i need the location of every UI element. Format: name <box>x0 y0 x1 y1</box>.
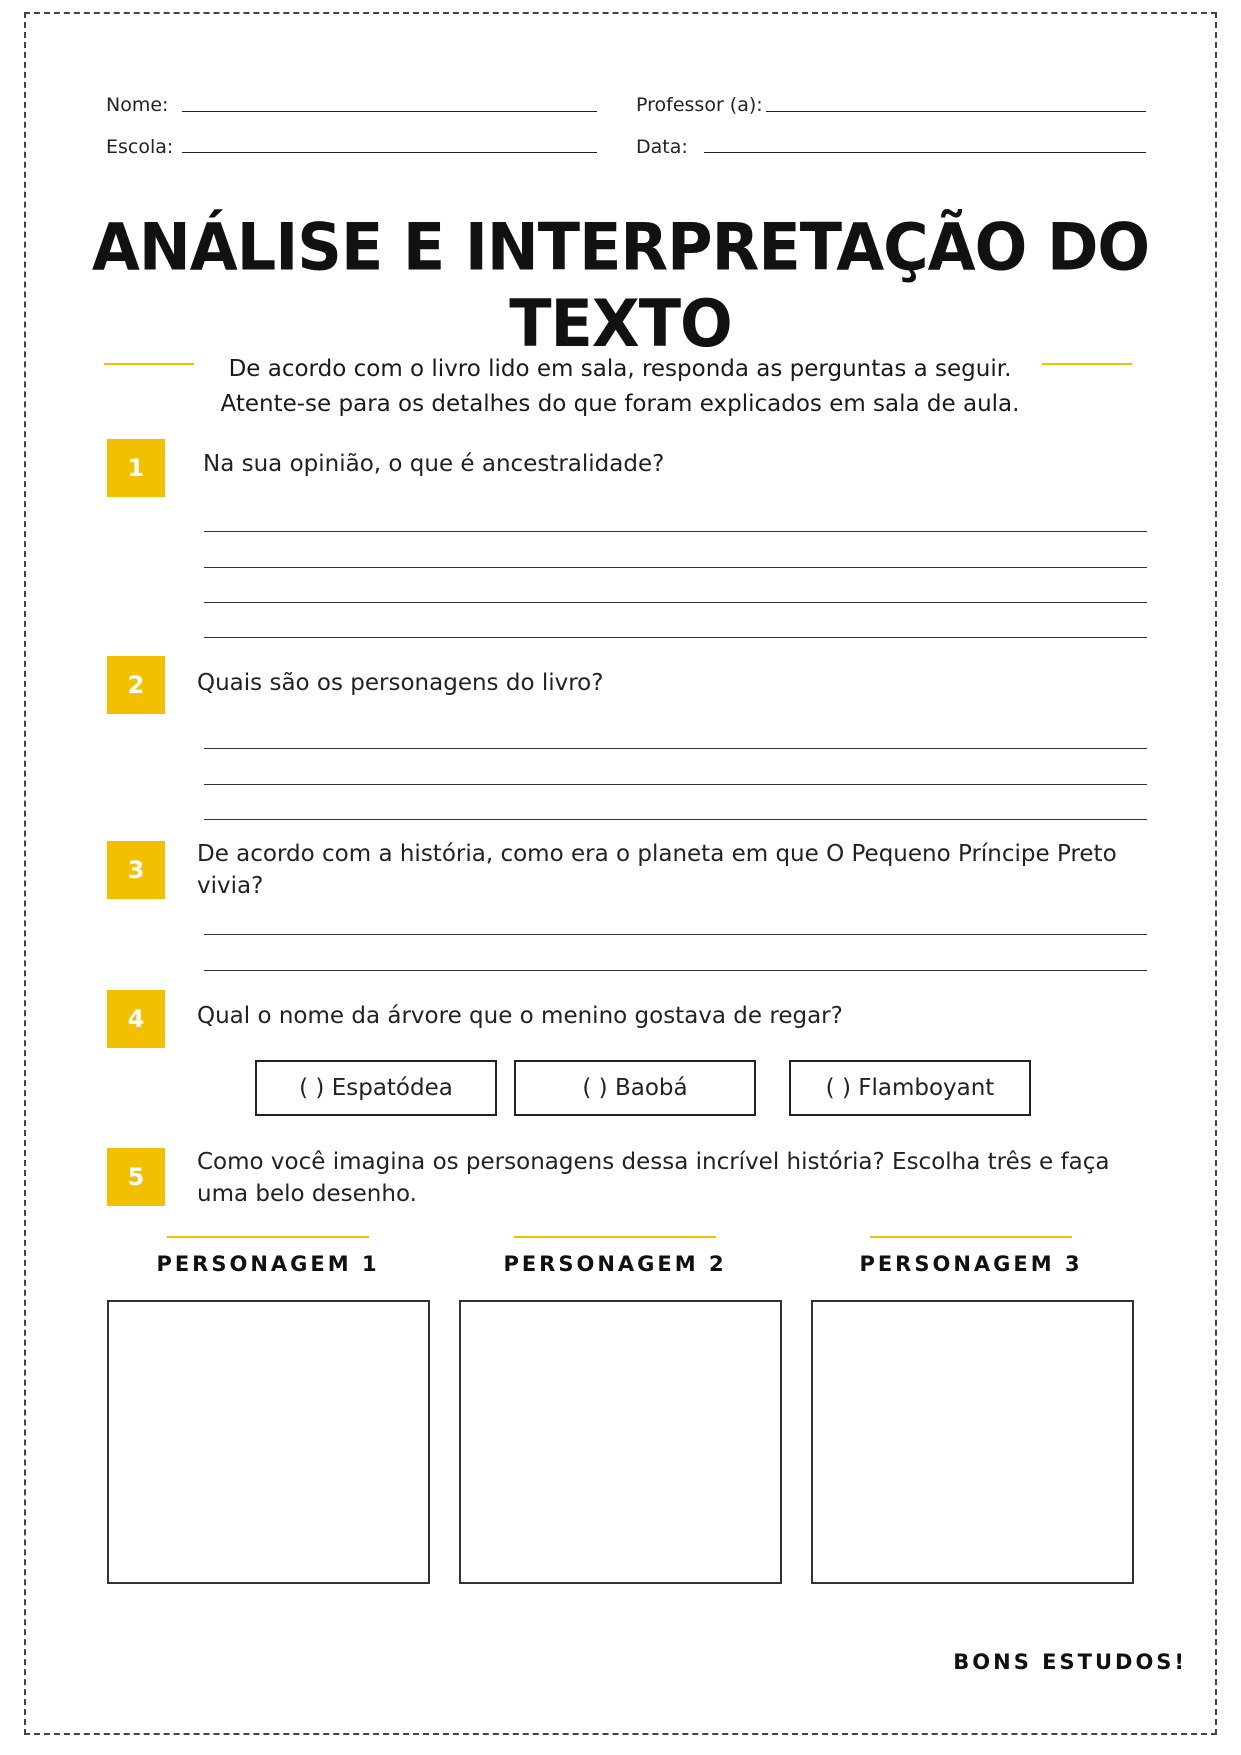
answer-line[interactable] <box>204 602 1147 603</box>
character-3-drawing-box[interactable] <box>811 1300 1134 1584</box>
option-espatodea[interactable]: ( ) Espatódea <box>255 1060 497 1116</box>
question-1-text: Na sua opinião, o que é ancestralidade? <box>203 451 665 477</box>
character-1-accent <box>167 1236 369 1238</box>
answer-line[interactable] <box>204 637 1147 638</box>
instructions <box>170 352 1070 422</box>
character-2-accent <box>514 1236 716 1238</box>
page-title: ANÁLISE E INTERPRETAÇÃO DO TEXTO <box>91 208 1150 362</box>
character-1-label: PERSONAGEM 1 <box>156 1252 380 1276</box>
question-4-text: Qual o nome da árvore que o menino gostava de regar? <box>197 1003 843 1029</box>
answer-line[interactable] <box>204 970 1147 971</box>
question-3-text: De acordo com a história, como era o planeta em que O Pequeno Príncipe Preto vivia? <box>197 841 1117 899</box>
answer-line[interactable] <box>204 934 1147 935</box>
nome-field[interactable] <box>182 111 597 112</box>
answer-line[interactable] <box>204 567 1147 568</box>
professor-field[interactable] <box>766 111 1146 112</box>
option-flamboyant[interactable]: ( ) Flamboyant <box>789 1060 1031 1116</box>
answer-line[interactable] <box>204 531 1147 532</box>
question-5-text: Como você imagina os personagens dessa incrível história? Escolha três e faça uma belo desenho. <box>197 1149 1110 1207</box>
character-3-accent <box>870 1236 1072 1238</box>
question-2-number: 2 <box>107 656 165 714</box>
question-1-number: 1 <box>107 439 165 497</box>
character-3-label: PERSONAGEM 3 <box>859 1252 1083 1276</box>
footer-message: BONS ESTUDOS! <box>953 1650 1187 1674</box>
instructions-line-2: Atente-se para os detalhes do que foram explicados em sala de aula. <box>220 391 1020 417</box>
question-5-number: 5 <box>107 1148 165 1206</box>
character-2-label: PERSONAGEM 2 <box>503 1252 727 1276</box>
answer-line[interactable] <box>204 748 1147 749</box>
question-3-number: 3 <box>107 841 165 899</box>
character-1-drawing-box[interactable] <box>107 1300 430 1584</box>
nome-label: Nome: <box>106 94 169 116</box>
data-label: Data: <box>636 136 688 158</box>
question-2-text: Quais são os personagens do livro? <box>197 670 604 696</box>
instructions-line-1: De acordo com o livro lido em sala, responda as perguntas a seguir. <box>228 356 1012 382</box>
option-baoba[interactable]: ( ) Baobá <box>514 1060 756 1116</box>
data-field[interactable] <box>704 152 1146 153</box>
professor-label: Professor (a): <box>636 94 763 116</box>
escola-field[interactable] <box>182 152 597 153</box>
answer-line[interactable] <box>204 784 1147 785</box>
character-2-drawing-box[interactable] <box>459 1300 782 1584</box>
escola-label: Escola: <box>106 136 174 158</box>
answer-line[interactable] <box>204 819 1147 820</box>
question-4-number: 4 <box>107 990 165 1048</box>
